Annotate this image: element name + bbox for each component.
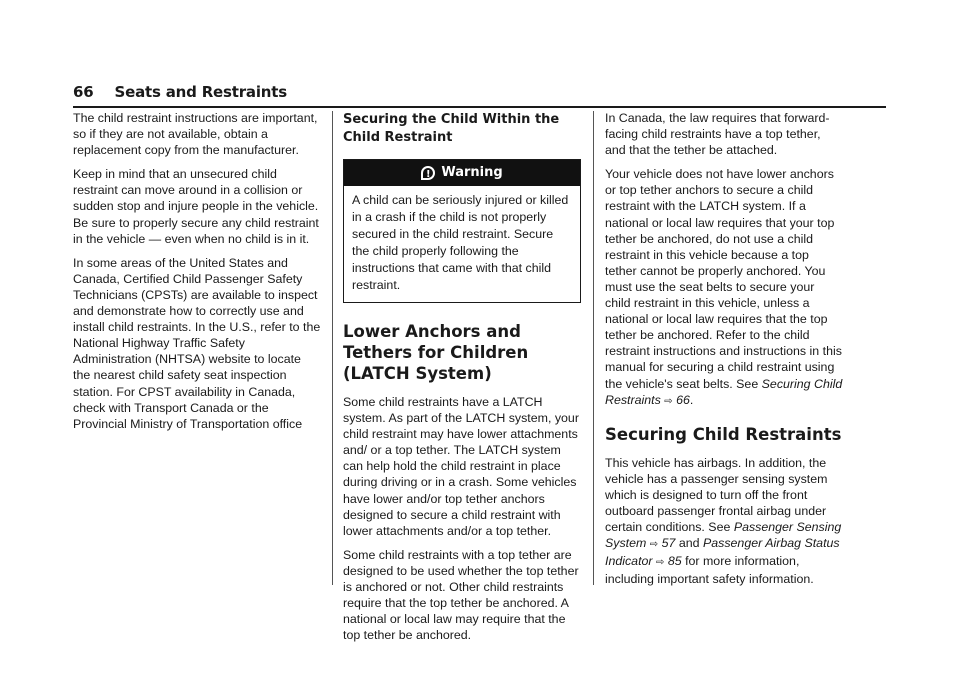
page-reference[interactable]: 66 bbox=[676, 392, 690, 407]
paragraph bbox=[605, 455, 843, 588]
paragraph-text: and bbox=[678, 536, 700, 551]
paragraph: In Canada, the law requires that forward-facing child restraints have a top tether, and that the tether be attached. bbox=[605, 111, 830, 158]
column-divider-2 bbox=[593, 111, 594, 585]
cross-reference-link[interactable]: Passenger Sensing System bbox=[605, 520, 842, 551]
warning-header bbox=[344, 160, 580, 186]
cross-reference-link[interactable]: Securing Child Restraints bbox=[605, 376, 843, 407]
warning-icon: ! bbox=[421, 166, 435, 180]
page-reference[interactable]: 85 bbox=[667, 554, 682, 569]
paragraph-text: This vehicle has airbags. In addition, the vehicle has a passenger sensing system which is designed to turn off the front outboard passenger frontal airbag under certain conditions. See bbox=[605, 455, 828, 535]
warning-text: A child can be seriously injured or killed in a crash if the child is not properly secured in the child restraint. Secure the child properly following the instructions that came with that child restraint. bbox=[352, 193, 569, 292]
warning-label: Warning bbox=[441, 164, 503, 180]
paragraph-text: Your vehicle does not have lower anchors or top tether anchors to secure a child restraint with the LATCH system. If a national or local law requires that your top tether be anchored, do not use a child restraint in this vehicle because a top tether cannot be properly anchored. You must use the seat belts to secure your child restraint in this vehicle, unless a national or local law requires that the top tether be anchored. Refer to the child restraint instructions and instructions in this manual for securing a child restraint using the vehicle's seat belts. See bbox=[605, 167, 842, 391]
paragraph-text: for more information, including important safety information. bbox=[605, 554, 814, 587]
arrow-icon: ⇨ bbox=[664, 395, 673, 407]
paragraph: Some child restraints have a LATCH system. As part of the LATCH system, your child restraint may have lower attachments and/ or a top tether. The LATCH system can help hold the child restraint in place during driving or in a crash. Some vehicles have lower and/or top tether anchors designed to secure a child restraint with lower attachments and/or a top tether. bbox=[343, 395, 579, 538]
paragraph: Some child restraints with a top tether are designed to be used whether the top tether is anchored or not. Other child restraints require that the top tether be anchored. A national or local law may require that the top tether be anchored. bbox=[343, 547, 579, 643]
column-3 bbox=[605, 110, 843, 595]
paragraph: Your vehicle does not have lower anchors or top tether anchors to secure a child restraint with the LATCH system. If a national or local law requires that your top tether be anchored, do not use a child restraint in this vehicle because a top tether cannot be properly anchored. You must use the seat belts to secure your child restraint in this vehicle, unless a national or local law requires that the top tether be anchored. Refer to the child restraint instructions and instructions in this manual for securing a child restraint using the vehicle's seat belts. See Securing Child Restraints ⇨ 66. bbox=[605, 167, 843, 407]
section-title: Seats and Restraints bbox=[114, 83, 287, 101]
column-divider-1 bbox=[332, 111, 333, 585]
paragraph: In some areas of the United States and Canada, Certified Child Passenger Safety Technicians (CPSTs) are available to inspect and demonstrate how to correctly use and install child restraints. In the U.S., refer to the National Highway Traffic Safety Administration (NHTSA) website to locate the nearest child safety seat inspection station. For CPST availability in Canada, check with Transport Canada or the Provincial Ministry of Transportation office bbox=[73, 255, 321, 431]
subheading: Securing the Child Within the Child Restraint bbox=[343, 112, 560, 145]
header-rule bbox=[73, 106, 886, 108]
paragraph: Keep in mind that an unsecured child restraint can move around in a collision or sudden stop and injure people in the vehicle. Be sure to properly secure any child restraint in the vehicle — even when no child is in it. bbox=[73, 167, 319, 246]
arrow-icon: ⇨ bbox=[649, 539, 659, 551]
cross-reference-link[interactable]: Passenger Airbag Status Indicator bbox=[605, 536, 840, 569]
warning-box bbox=[343, 159, 581, 303]
column-2 bbox=[343, 110, 581, 651]
column-1 bbox=[73, 110, 321, 440]
section-heading: Securing Child Restraints bbox=[605, 424, 842, 444]
page-number: 66 bbox=[73, 83, 94, 101]
page-header bbox=[73, 83, 287, 101]
paragraph: The child restraint instructions are important, so if they are not available, obtain a replacement copy from the manufacturer. bbox=[73, 111, 318, 158]
page-reference[interactable]: 57 bbox=[661, 536, 676, 551]
arrow-icon: ⇨ bbox=[655, 557, 665, 569]
section-heading: Lower Anchors and Tethers for Children (LATCH System) bbox=[343, 322, 529, 383]
